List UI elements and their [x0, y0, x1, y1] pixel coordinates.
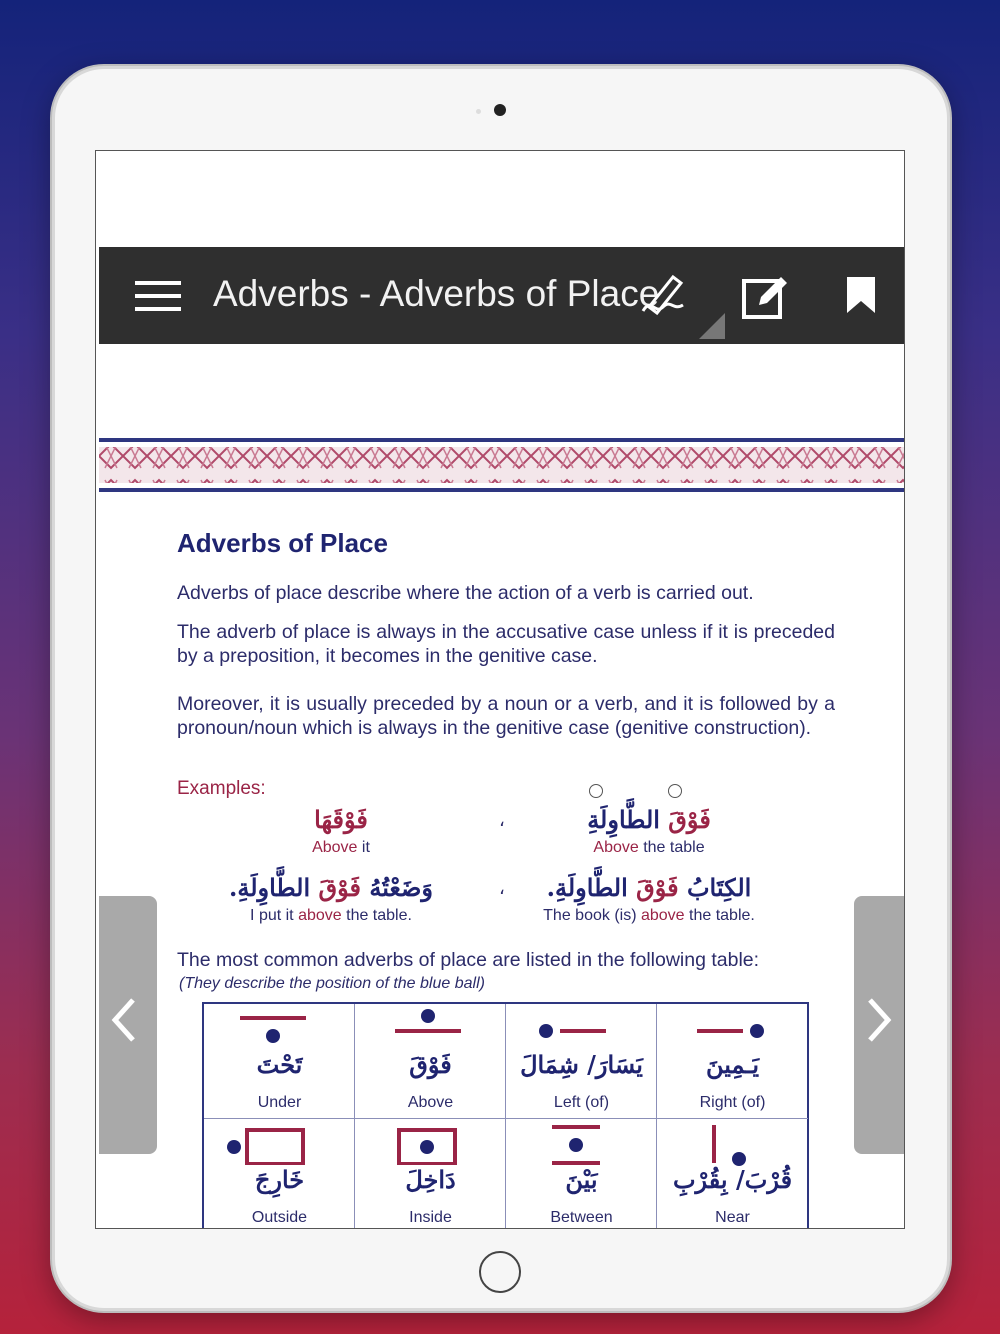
example-english: The book (is) above the table.	[543, 907, 755, 924]
example-3	[529, 871, 769, 927]
home-button[interactable]	[479, 1251, 521, 1293]
example-english: Above the table	[593, 839, 705, 856]
audio-icon[interactable]	[668, 784, 682, 798]
example-english: Above it	[312, 839, 370, 856]
diagram-above	[355, 1004, 506, 1050]
paragraph-3: Moreover, it is usually preceded by a noun or a verb, and it is followed by a pronoun/noun which is always in the genitive case (genitive construction).	[177, 693, 835, 739]
paragraph-2: The adverb of place is always in the accusative case unless if it is preceded by a preposition, it becomes in the genitive case.	[177, 621, 835, 667]
chevron-left-icon	[109, 996, 139, 1044]
audio-icon[interactable]	[589, 784, 603, 798]
next-page-button[interactable]	[854, 896, 905, 1154]
lesson-page	[99, 438, 905, 1229]
previous-page-button[interactable]	[99, 896, 157, 1154]
table-cell: فَوْقَ Above	[355, 1004, 506, 1119]
table-cell: خَارِجَ Outside	[204, 1119, 355, 1229]
example-arabic: فَوْقَهَا	[314, 805, 368, 834]
diagram-right	[657, 1004, 808, 1050]
screen	[95, 150, 905, 1229]
table-intro: The most common adverbs of place are listed in the following table:	[177, 949, 760, 971]
bookmark-icon[interactable]	[845, 275, 877, 315]
diagram-outside	[204, 1119, 355, 1165]
front-camera	[494, 104, 506, 116]
diagram-inside	[355, 1119, 506, 1165]
diagram-near	[657, 1119, 808, 1169]
diagram-left	[506, 1004, 657, 1050]
example-arabic: فَوْقَ الطَّاوِلَةِ	[587, 805, 711, 834]
adverbs-table	[202, 1002, 809, 1229]
table-cell: بَيْنَ Between	[506, 1119, 657, 1229]
example-1	[529, 803, 769, 859]
examples-label: Examples:	[177, 778, 266, 799]
app-bar	[99, 247, 905, 344]
separator-1: ،	[499, 810, 505, 831]
example-english: I put it above the table.	[250, 907, 412, 924]
corner-indicator	[699, 313, 725, 339]
table-cell: تَحْتَ Under	[204, 1004, 355, 1119]
menu-icon[interactable]	[135, 279, 181, 313]
example-2	[221, 803, 461, 859]
table-cell: يَـمِينَ Right (of)	[657, 1004, 808, 1119]
table-cell: دَاخِلَ Inside	[355, 1119, 506, 1229]
table-cell: يَسَارَ/ شِمَالَ Left (of)	[506, 1004, 657, 1119]
separator-2: ،	[499, 878, 505, 899]
table-note: (They describe the position of the blue ball)	[179, 975, 485, 992]
signature-icon[interactable]	[637, 267, 689, 319]
diagram-under	[204, 1004, 355, 1050]
example-arabic: وَضَعْتُهُ فَوْقَ الطَّاوِلَةِ.	[229, 873, 433, 902]
paragraph-1: Adverbs of place describe where the action of a verb is carried out.	[177, 582, 754, 604]
edit-icon[interactable]	[741, 271, 791, 321]
front-sensor	[476, 109, 481, 114]
example-4	[211, 871, 451, 927]
page-title: Adverbs - Adverbs of Place	[213, 273, 660, 314]
section-heading: Adverbs of Place	[177, 528, 388, 558]
diagram-between	[506, 1119, 657, 1169]
table-cell: قُرْبَ/ بِقُرْبِ Near	[657, 1119, 808, 1229]
example-arabic: الكِتَابُ فَوْقَ الطَّاوِلَةِ.	[546, 873, 752, 902]
chevron-right-icon	[864, 996, 894, 1044]
decorative-border	[99, 438, 905, 494]
